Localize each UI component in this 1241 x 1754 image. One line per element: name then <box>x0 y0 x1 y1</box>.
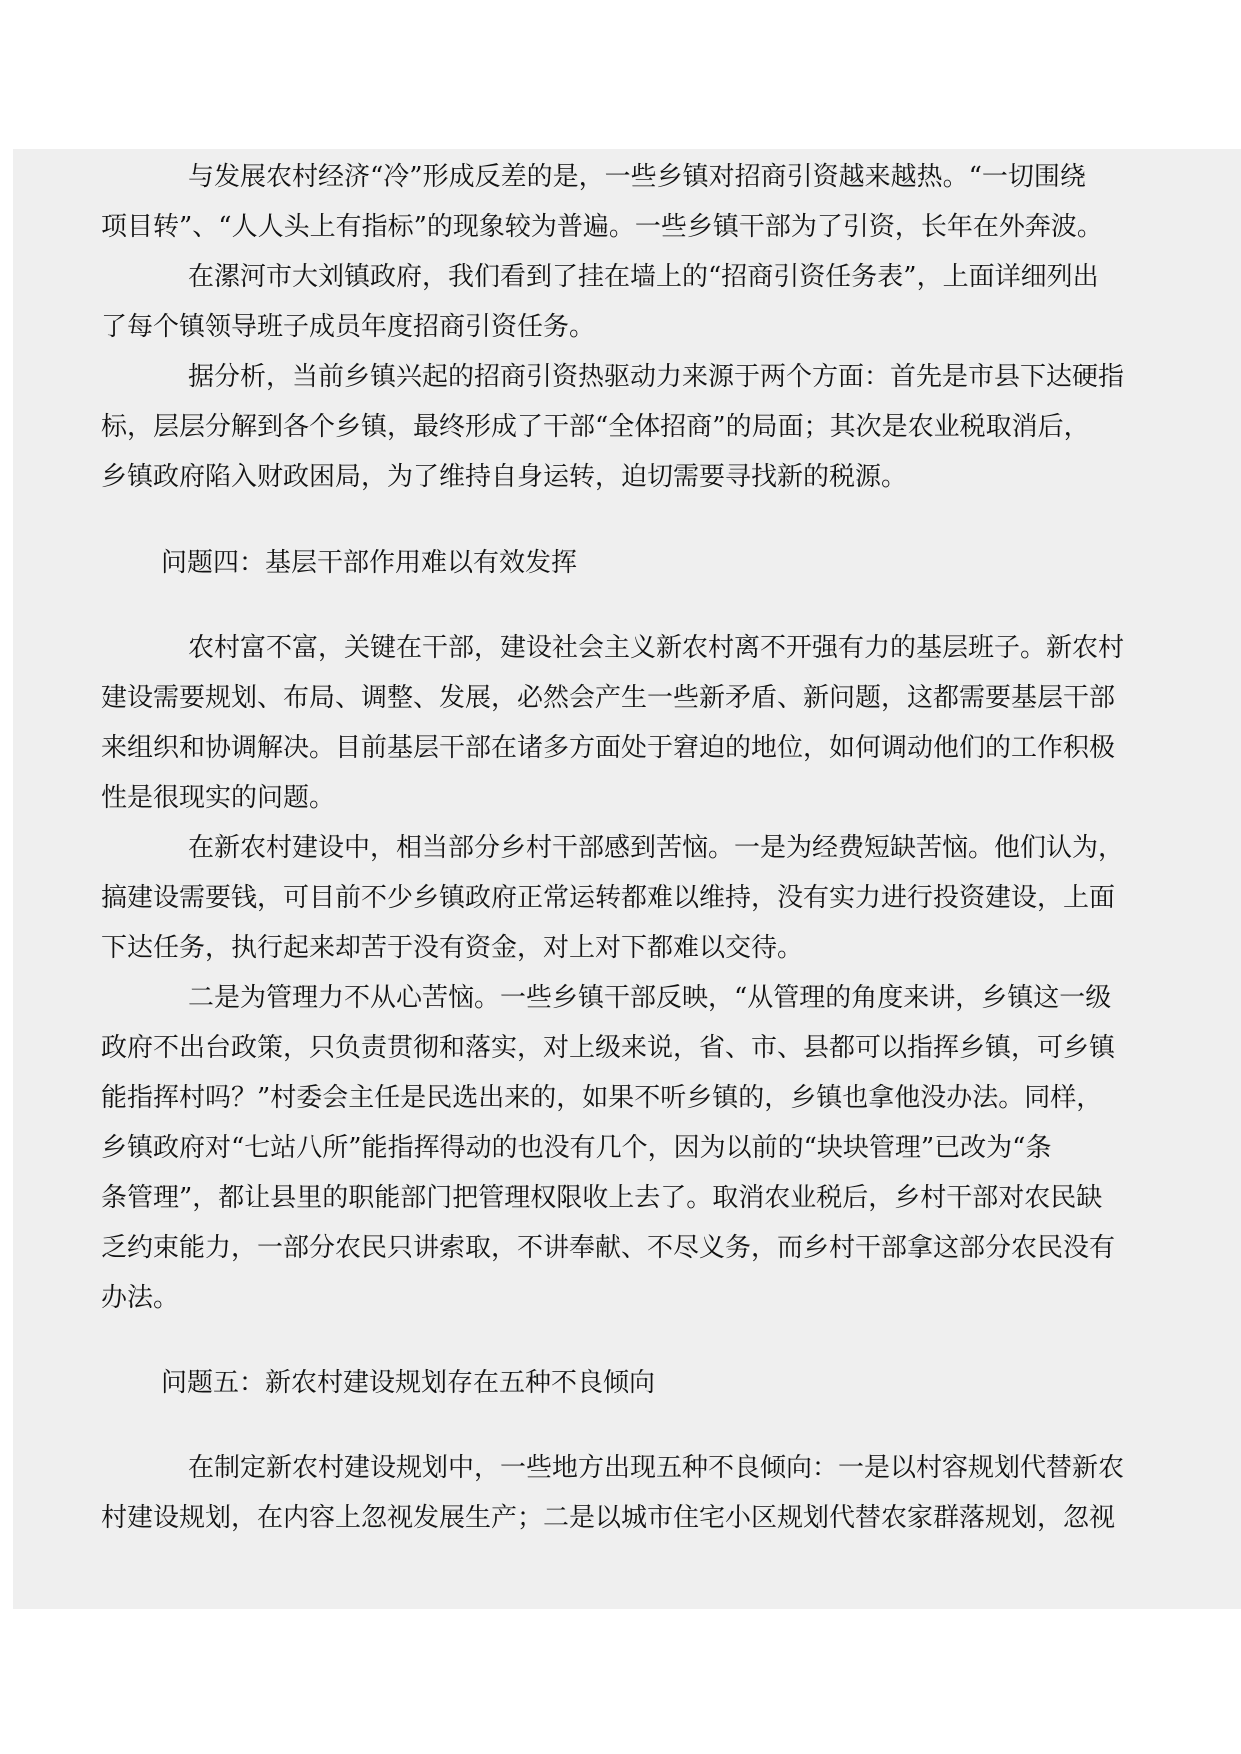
text-line: 下达任务，执行起来却苦于没有资金，对上对下都难以交待。 <box>101 933 804 963</box>
text-line: 村建设规划，在内容上忽视发展生产；二是以城市住宅小区规划代替农家群落规划，忽视 <box>101 1503 1116 1533</box>
text-line: 标，层层分解到各个乡镇，最终形成了干部“全体招商”的局面；其次是农业税取消后， <box>101 412 1090 442</box>
text-line: 乡镇政府陷入财政困局，为了维持自身运转，迫切需要寻找新的税源。 <box>101 462 908 492</box>
text-line: 项目转”、“人人头上有指标”的现象较为普遍。一些乡镇干部为了引资，长年在外奔波。 <box>101 212 1103 242</box>
section-heading: 问题四：基层干部作用难以有效发挥 <box>161 548 578 578</box>
section-heading: 问题五：新农村建设规划存在五种不良倾向 <box>161 1368 656 1398</box>
text-line: 性是很现实的问题。 <box>101 783 336 813</box>
text-line: 农村富不富，关键在干部，建设社会主义新农村离不开强有力的基层班子。新农村 <box>188 633 1125 663</box>
text-line: 建设需要规划、布局、调整、发展，必然会产生一些新矛盾、新问题，这都需要基层干部 <box>101 683 1116 713</box>
text-line: 在漯河市大刘镇政府，我们看到了挂在墙上的“招商引资任务表”，上面详细列出 <box>188 262 1099 292</box>
text-line: 政府不出台政策，只负责贯彻和落实，对上级来说，省、市、县都可以指挥乡镇，可乡镇 <box>101 1033 1116 1063</box>
text-line: 能指挥村吗？”村委会主任是民选出来的，如果不听乡镇的，乡镇也拿他没办法。同样， <box>101 1083 1103 1113</box>
text-line: 搞建设需要钱，可目前不少乡镇政府正常运转都难以维持，没有实力进行投资建设，上面 <box>101 883 1116 913</box>
text-line: 了每个镇领导班子成员年度招商引资任务。 <box>101 312 596 342</box>
text-line: 与发展农村经济“冷”形成反差的是，一些乡镇对招商引资越来越热。“一切围绕 <box>188 162 1086 192</box>
text-line: 二是为管理力不从心苦恼。一些乡镇干部反映，“从管理的角度来讲，乡镇这一级 <box>188 983 1112 1013</box>
text-line: 在制定新农村建设规划中，一些地方出现五种不良倾向：一是以村容规划代替新农 <box>188 1453 1125 1483</box>
text-line: 在新农村建设中，相当部分乡村干部感到苦恼。一是为经费短缺苦恼。他们认为， <box>188 833 1125 863</box>
text-line: 据分析，当前乡镇兴起的招商引资热驱动力来源于两个方面：首先是市县下达硬指 <box>188 362 1125 392</box>
document-page <box>13 149 1241 1609</box>
text-line: 办法。 <box>101 1283 180 1313</box>
text-line: 乏约束能力，一部分农民只讲索取，不讲奉献、不尽义务，而乡村干部拿这部分农民没有 <box>101 1233 1116 1263</box>
text-line: 来组织和协调解决。目前基层干部在诸多方面处于窘迫的地位，如何调动他们的工作积极 <box>101 733 1116 763</box>
text-line: 乡镇政府对“七站八所”能指挥得动的也没有几个，因为以前的“块块管理”已改为“条 <box>101 1133 1052 1163</box>
text-line: 条管理”，都让县里的职能部门把管理权限收上去了。取消农业税后，乡村干部对农民缺 <box>101 1183 1103 1213</box>
